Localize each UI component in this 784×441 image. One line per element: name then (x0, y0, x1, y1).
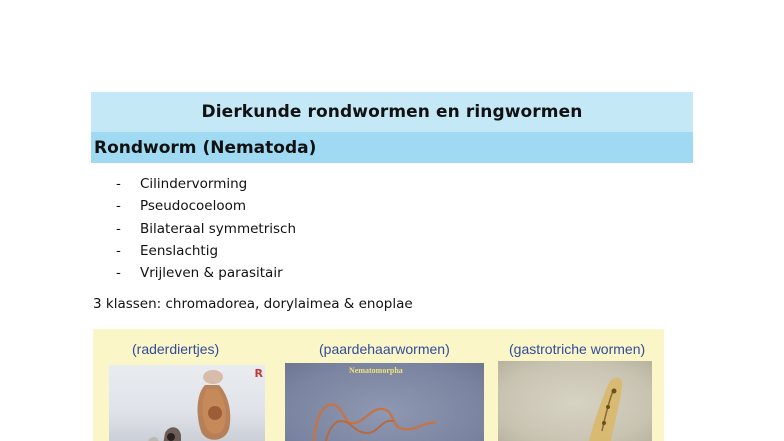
bullet-dash: - (116, 176, 121, 192)
list-item (116, 262, 296, 284)
bullet-dash: - (116, 198, 121, 215)
caption-gastrotrichs: (gastrotriche wormen) (509, 341, 646, 357)
photo-corner-label: R (254, 367, 263, 380)
list-item-text: Vrijleven & parasitair (140, 265, 283, 282)
rotifer-photo (109, 365, 265, 441)
classes-paragraph: 3 klassen: chromadorea, dorylaimea & enoplae (93, 296, 413, 312)
photo-label-nematomorpha: Nematomorpha (349, 366, 403, 375)
page-title: Dierkunde rondwormen en ringwormen (91, 92, 693, 132)
rotifer-illustration (109, 365, 265, 441)
bullet-dash: - (116, 242, 121, 259)
caption-horsehair-worms: (paardehaarwormen) (319, 341, 450, 357)
list-item (116, 240, 296, 262)
horsehair-worm-photo (285, 363, 484, 441)
gastrotrich-photo (498, 361, 652, 441)
list-item-text: Bilateraal symmetrisch (140, 220, 297, 237)
list-item (116, 218, 296, 240)
list-item-text: Eenslachtig (140, 242, 219, 259)
nematoda-figure (93, 329, 664, 441)
bullet-dash: - (116, 220, 121, 237)
section-heading: Rondworm (Nematoda) (91, 132, 693, 163)
caption-rotifers: (raderdiertjes) (132, 341, 220, 357)
gastrotrich-illustration (498, 361, 652, 441)
bullet-list (116, 173, 296, 284)
list-item-text: Cilindervorming (140, 176, 248, 192)
list-item (116, 195, 296, 217)
list-item (116, 173, 296, 195)
list-item-text: Pseudocoeloom (140, 198, 247, 215)
bullet-dash: - (116, 265, 121, 282)
